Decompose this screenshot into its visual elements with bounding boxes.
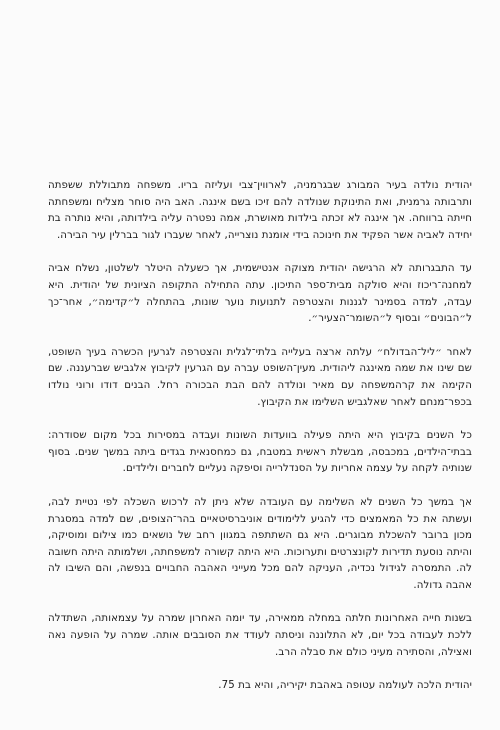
memorial-text bbox=[48, 178, 472, 695]
paragraph-birth: יהודית נולדה בעיר המבורג שבגרמניה, לארווין־צבי ועליזה בריו. משפחה מתבוללת ששפתה ותרבותה גרמנית, ואת התינוקת שנולדה להם זיכו בשם אינגה. האב היה סוחר מצליח ומשפחתה חייתה ברווחה. אך אינגה לא זכתה בילדות מאושרת, אמה נפטרה עליה בילדותה, והיא נותרה בת יחידה לאביה אשר הפקיד את חינוכה בידי אומנת נוצרייה, לאחר שעברו לגור בברלין עיר הבירה. bbox=[48, 180, 472, 241]
paragraph-education: אך במשך כל השנים לא השלימה עם העובדה שלא ניתן לה לרכוש השכלה לפי נטיית לבה, ועשתה את כל המאמצים כדי להגיע ללימודים אוניברסיטאיים בהר־הצופים, שם למדה במסגרת מכון ברובר להשכלת מבוגרים. היא גם השתתפה במגוון רחב של נושאים כמו צילום ומוסיקה, והיתה נוסעת תדירות לקונצרטים ותערוכות. היא היתה קשורה למשפחתה, ושלמותה היתה חשובה לה. התמסרה לגידול נכדיה, העניקה להם מכל מעייני האהבה החבויים בנפשה, והם השיבו לה אהבה גדולה. bbox=[48, 496, 472, 591]
paragraph-youth: עד התבגרותה לא הרגישה יהודית מצוקה אנטישמית, אך כשעלה היטלר לשלטון, נשלח אביה למחנה־ריכוז והיא סולקה מבית־ספר התיכון. עתה התחילה התקופה הציונית של יהודית. היא עבדה, למדה בסמינר לגננות והצטרפה לתנועות נוער שונות, בהתחלה ל״קדימה״, אחר־כך ל״הבונים״ ובסוף ל״השומר־הצעיר״. bbox=[48, 263, 472, 325]
paragraph-illness: בשנות חייה האחרונות חלתה במחלה ממאירה, עד יומה האחרון שמרה על עצמאותה, השתדלה ללכת לעבודה בכל יום, לא התלוננה וניסתה לעודד את הסובבים אותה. שמרה על הופעה נאה ואצילה, והסתירה מעיני כולם את סבלה הרב. bbox=[48, 613, 472, 658]
paragraph-passing: יהודית הלכה לעולמה עטופה באהבת יקיריה, והיא בת 75. bbox=[218, 680, 472, 692]
paragraph-kibbutz-work: כל השנים בקיבוץ היא היתה פעילה בוועדות השונות ועבדה במסירות בכל מקום שסודרה: בבתי־הילדים, במכבסה, מבשלת ראשית במטבח, גם כמחסנאית בגדים ביתה במשך שנים. בסוף שנותיה לקחה על עצמה אחריות על הסנדלרייה וסיפקה נעליים לחברים ולילדים. bbox=[48, 430, 472, 475]
paragraph-aliyah: לאחר ״ליל־הבדולח״ עלתה ארצה בעלייה בלתי־לגלית והצטרפה לגרעין הכשרה בעיך השופט, שם שינו את שמה מאינגה ליהודית. מעין־השופט עברה עם הגרעין לקיבוץ אלגביש שברעננה. שם הקימה את קרהמשפחה עם מאיר ונולדה להם הבת הבכורה רחל. הבנים דודו ורוני נולדו בכפר־מנחם לאחר שאלגביש השלימו את הקיבוץ. bbox=[48, 346, 472, 408]
